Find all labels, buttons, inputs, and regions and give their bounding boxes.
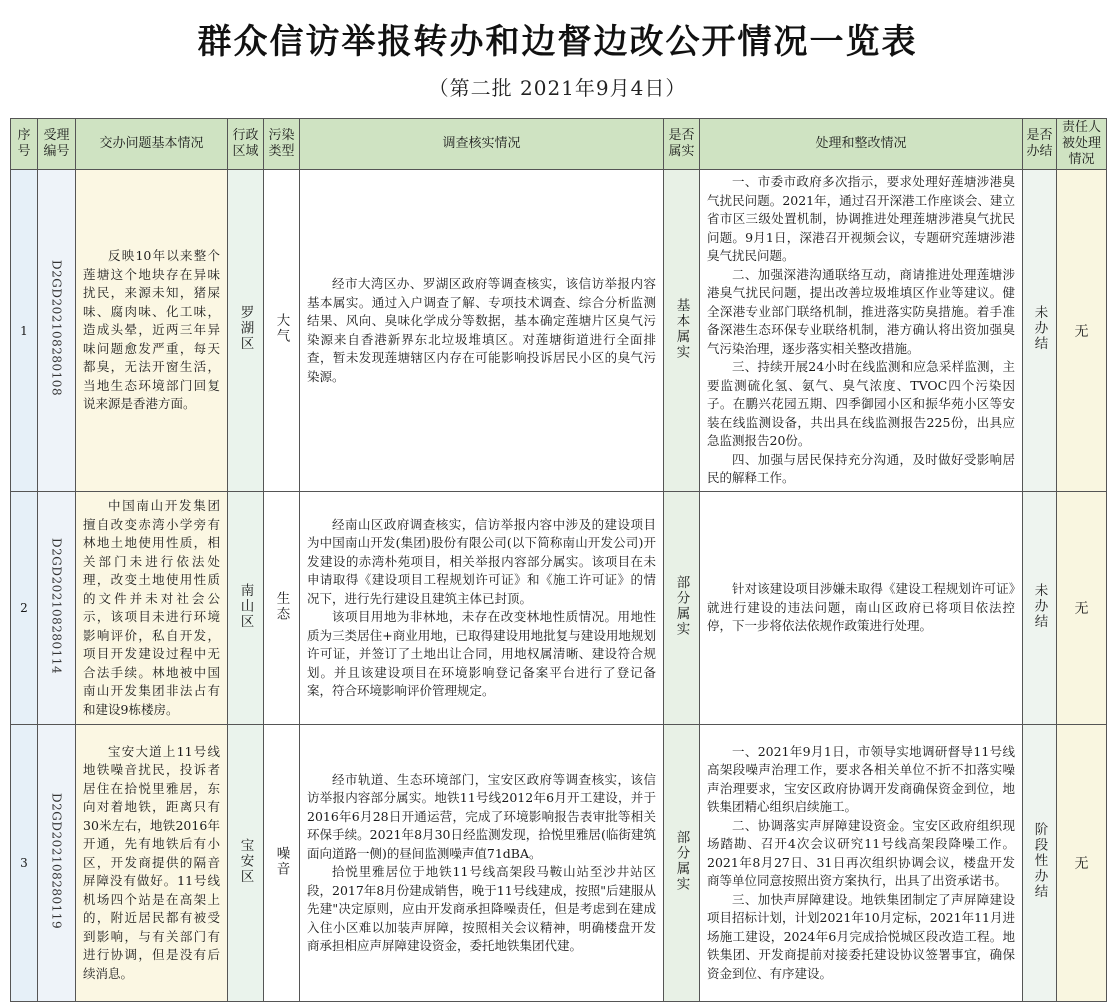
row-handling-para: 三、加快声屏障建设。地铁集团制定了声屏障建设项目招标计划，计划2021年10月定标，2021年11月进场施工建设，2024年6月完成拾悦城区段改造工程。地铁集团、开发商提前对接委托建设协议签署事宜，确保资金到位、有序建设。 xyxy=(707,891,1015,981)
row-investigation-para: 经南山区政府调查核实，信访举报内容中涉及的建设项目为中国南山开发(集团)股份有限公司(以下简称南山开发公司)开发建设的赤湾朴苑项目，相关举报内容部分属实。该项目在未申请取得《建设项目工程规划许可证》和《施工许可证》的情况下，进行先行建设且建筑主体已封顶。 xyxy=(307,516,656,606)
header-type: 污染类型 xyxy=(264,119,300,170)
row-verified: 部分属实 xyxy=(673,830,690,892)
row-issue: 反映10年以来整个莲塘这个地块存在异味扰民，来源未知，猪屎味、腐肉味、化工味，造成头晕，近两三年异味问题愈发严重，每天都臭，无法开窗生活，当地生态环境部门回复说来源是香港方面。 xyxy=(83,248,220,412)
header-seq: 序号 xyxy=(11,119,38,170)
table-row xyxy=(11,492,1107,725)
row-investigation-para: 经市大湾区办、罗湖区政府等调查核实，该信访举报内容基本属实。通过入户调查了解、专项技术调查、综合分析监测结果、风向、臭味化学成分等数据，基本确定莲塘片区臭气污染源来自香港新界东北垃圾堆填区。对莲塘街道进行全面排查，暂未发现莲塘辖区内存在可能影响投诉居民小区的臭气污染源。 xyxy=(307,276,656,384)
header-done: 是否办结 xyxy=(1023,119,1057,170)
row-type: 大气 xyxy=(273,313,290,344)
header-code: 受理编号 xyxy=(38,119,76,170)
row-issue: 中国南山开发集团擅自改变赤湾小学旁有林地土地使用性质，相关部门未进行依法处理，改变土地使用性质的文件并未对社会公示，该项目未进行环境影响评价，私自开发，项目开发建设过程中无合法手续。林地被中国南山开发集团非法占有和建设9栋楼房。 xyxy=(83,498,220,717)
table-row xyxy=(11,725,1107,1002)
header-investigation: 调查核实情况 xyxy=(300,119,664,170)
header-region: 行政区域 xyxy=(228,119,264,170)
disclosure-table xyxy=(10,118,1107,1002)
row-investigation-para: 拾悦里雅居位于地铁11号线高架段马鞍山站至沙井站区段，2017年8月份建成销售，晚于11号线建成，按照"后建服从先建"决定原则，应由开发商承担降噪责任，但是考虑到在建成入住小区难以加装声屏障，按照相关会议精神，明确楼盘开发商承担相应声屏障建设资金，委托地铁集团代建。 xyxy=(307,864,656,953)
header-responsibility: 责任人被处理情况 xyxy=(1057,119,1107,170)
row-seq: 3 xyxy=(11,725,38,1002)
page-subtitle: （第二批 2021年9月4日） xyxy=(428,76,687,100)
row-responsibility: 无 xyxy=(1057,492,1107,725)
row-region: 罗湖区 xyxy=(237,305,254,352)
row-verified: 部分属实 xyxy=(673,575,690,637)
row-handling-para: 四、加强与居民保持充分沟通，及时做好受影响居民的解释工作。 xyxy=(707,451,1015,486)
row-responsibility: 无 xyxy=(1057,725,1107,1002)
header-issue: 交办问题基本情况 xyxy=(76,119,228,170)
row-issue: 宝安大道上11号线地铁噪音扰民，投诉者居住在拾悦里雅居，东向对着地铁，距离只有30米左右，地铁2016年开通，先有地铁后有小区，开发商提供的隔音屏障没有做好。11号线机场四个站是在高架上的，附近居民都有被受到影响，与有关部门有进行协调，但是没有后续消息。 xyxy=(83,743,220,981)
row-code: D2GD202108280119 xyxy=(49,792,64,930)
table-header-row xyxy=(11,119,1107,170)
row-handling-para: 一、2021年9月1日，市领导实地调研督导11号线高架段噪声治理工作，要求各相关单位不折不扣落实噪声治理要求，宝安区政府协调开发商确保资金到位，地铁集团精心组织启续施工。 xyxy=(707,743,1015,815)
row-handling-para: 一、市委市政府多次指示，要求处理好莲塘涉港臭气扰民问题。2021年，通过召开深港工作座谈会、建立省市区三级处置机制，协调推进处理莲塘涉港臭气扰民问题。9月1日，深港召开视频会议，专题研究莲塘涉港臭气扰民问题。 xyxy=(707,174,1015,264)
row-done: 阶段性办结 xyxy=(1031,822,1048,900)
row-type: 噪音 xyxy=(273,845,290,877)
row-verified: 基本属实 xyxy=(673,297,690,360)
row-handling-para: 三、持续开展24小时在线监测和应急采样监测，主要监测硫化氢、氨气、臭气浓度、TVOC四个污染因子。在鹏兴花园五期、四季御园小区和振华苑小区等安装在线监测设备，共出具在线监测报告225份，出具应急监测报告20份。 xyxy=(707,359,1015,449)
row-done: 未办结 xyxy=(1031,582,1048,630)
row-seq: 1 xyxy=(11,170,38,492)
page-title: 群众信访举报转办和边督边改公开情况一览表 xyxy=(197,22,918,62)
row-done: 未办结 xyxy=(1031,305,1048,352)
row-investigation-para: 经市轨道、生态环境部门，宝安区政府等调查核实，该信访举报内容部分属实。地铁11号线2012年6月开工建设，并于2016年6月28日开通运营，完成了环境影响报告表审批等相关环保手续。2021年8月30日经监测发现，拾悦里雅居(临街建筑面向道路一侧)的昼间监测噪声值71dBA。 xyxy=(307,771,656,861)
row-type: 生态 xyxy=(273,590,290,622)
header-verified: 是否属实 xyxy=(664,119,700,170)
row-seq: 2 xyxy=(11,492,38,725)
row-region: 宝安区 xyxy=(237,837,254,885)
row-investigation-para: 该项目用地为非林地，未存在改变林地性质情况。用地性质为三类居住+商业用地，已取得建设用地批复与建设用地规划许可证，并签订了土地出让合同，用地权属清晰、建设符合规划。并且该建设项目在环境影响登记备案平台进行了登记备案，符合环境影响评价管理规定。 xyxy=(307,609,656,698)
row-region: 南山区 xyxy=(237,582,254,630)
row-code: D2GD202108280114 xyxy=(49,537,64,675)
row-responsibility: 无 xyxy=(1057,170,1107,492)
row-handling-para: 二、协调落实声屏障建设资金。宝安区政府组织现场踏勘、召开4次会议研究11号线高架段降噪工作。2021年8月27日、31日再次组织协调会议，楼盘开发商等单位同意按照出资方案执行，出具了出资承诺书。 xyxy=(707,817,1015,889)
table-row xyxy=(11,170,1107,492)
row-handling-para: 二、加强深港沟通联络互动，商请推进处理莲塘涉港臭气扰民问题，提出改善垃圾堆填区作业等建议。健全深港专业部门联络机制，推进落实防臭措施。着手准备深港生态环保专业联络机制，港方确认将出资加强臭气污染治理，逐步落实相关整改措施。 xyxy=(707,266,1015,356)
header-handling: 处理和整改情况 xyxy=(700,119,1023,170)
row-code: D2GD202108280108 xyxy=(49,260,64,397)
row-handling-para: 针对该建设项目涉嫌未取得《建设工程规划许可证》就进行建设的违法问题，南山区政府已将项目依法控停，下一步将依法依规作政策进行处理。 xyxy=(707,581,1015,634)
